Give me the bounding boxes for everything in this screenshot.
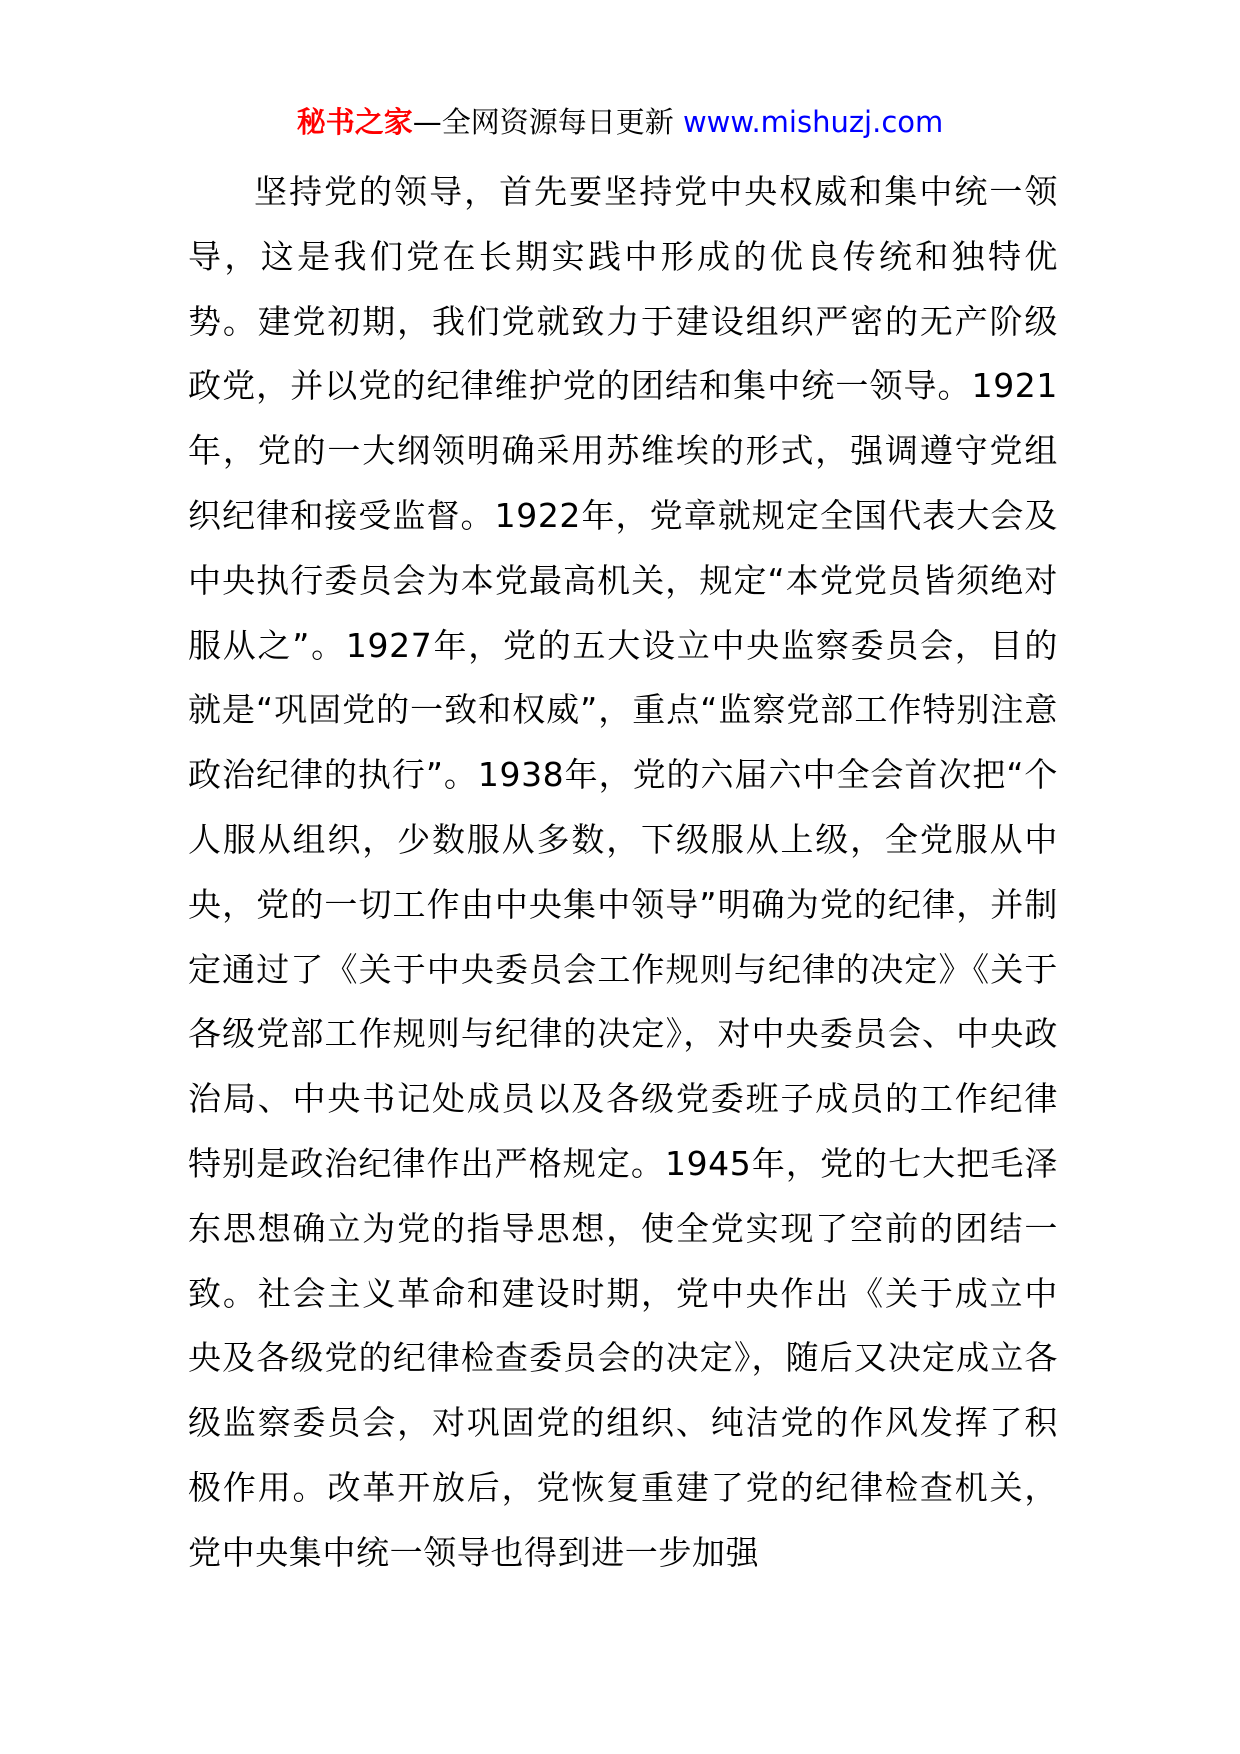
website-url[interactable]: www.mishuzj.com (682, 105, 944, 139)
brand-name: 秘书之家 (296, 105, 413, 139)
header-tagline: —全网资源每日更新 (412, 105, 674, 139)
page-header (0, 102, 1240, 142)
body-paragraph: 坚持党的领导，首先要坚持党中央权威和集中统一领导，这是我们党在长期实践中形成的优良传统和独特优势。建党初期，我们党就致力于建设组织严密的无产阶级政党，并以党的纪律维护党的团结和集中统一领导。1921年，党的一大纲领明确采用苏维埃的形式，强调遵守党组织纪律和接受监督。1922年，党章就规定全国代表大会及中央执行委员会为本党最高机关，规定“本党党员皆须绝对服从之”。1927年，党的五大设立中央监察委员会，目的就是“巩固党的一致和权威”，重点“监察党部工作特别注意政治纪律的执行”。1938年，党的六届六中全会首次把“个人服从组织，少数服从多数，下级服从上级，全党服从中央，党的一切工作由中央集中领导”明确为党的纪律，并制定通过了《关于中央委员会工作规则与纪律的决定》《关于各级党部工作规则与纪律的决定》，对中央委员会、中央政治局、中央书记处成员以及各级党委班子成员的工作纪律特别是政治纪律作出严格规定。1945年，党的七大把毛泽东思想确立为党的指导思想，使全党实现了空前的团结一致。社会主义革命和建设时期，党中央作出《关于成立中央及各级党的纪律检查委员会的决定》，随后又决定成立各级监察委员会，对巩固党的组织、纯洁党的作风发挥了积极作用。改革开放后，党恢复重建了党的纪律检查机关，党中央集中统一领导也得到进一步加强 (188, 172, 1058, 1572)
